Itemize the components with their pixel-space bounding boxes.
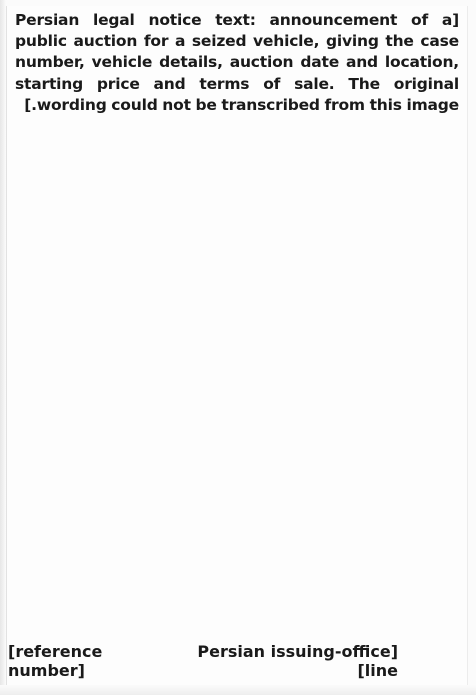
- notice-body-text: [Persian legal notice text: announcement of a public auction for a seized vehicle, giving the case number, vehicle details, auction date and location, starting price and terms of sale. The original wording could not be transcribed from this image.]: [15, 11, 459, 114]
- notice-footer: [8, 642, 468, 680]
- notice-reference-code: [reference number]: [8, 642, 103, 680]
- scan-bottom-shadow: [0, 685, 476, 695]
- newspaper-notice-clipping: [6, 6, 468, 686]
- notice-issuer: [Persian issuing-office line]: [197, 642, 398, 680]
